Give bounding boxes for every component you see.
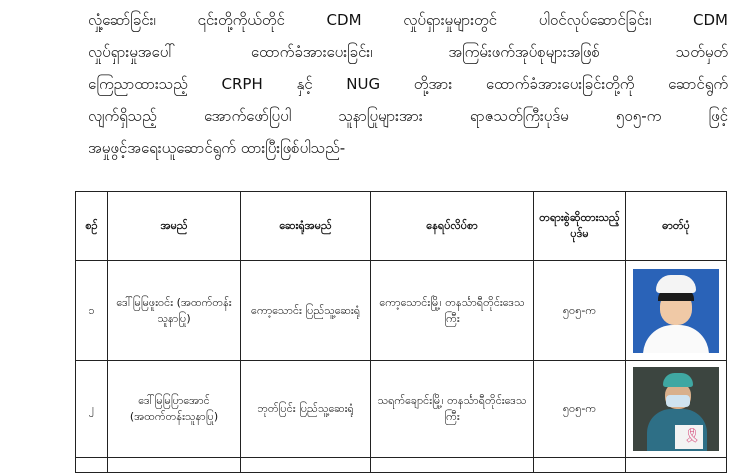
cell-section: ၅၀၅-က xyxy=(534,261,626,361)
cell-hospital: ကော့သောင်း ပြည်သူ့ဆေးရုံ xyxy=(241,261,371,361)
header-hospital: ဆေးရုံအမည် xyxy=(241,192,371,261)
paragraph-line: လှုံ့ဆော်ခြင်း၊ ၎င်းတို့ကိုယ်တိုင် CDM လှုပ်ရှားမှုများတွင် ပါဝင်လုပ်ဆောင်ခြင်း၊ CDM xyxy=(88,11,728,29)
header-photo: ဓာတ်ပုံ xyxy=(626,192,727,261)
paragraph-line: ကြေညာထားသည့် CRPH နှင့် NUG တို့အား ထောက်ခံအားပေးခြင်းတို့ကို ဆောင်ရွက် xyxy=(88,75,728,93)
body-paragraph xyxy=(88,4,728,164)
nurses-table xyxy=(75,191,727,473)
cell-address: သရက်ချောင်းမြို့၊ တနင်္သာရီတိုင်းဒေသကြီး xyxy=(371,361,534,458)
cell-no: ၂ xyxy=(76,361,108,458)
cell-section: ၅၀၅-က xyxy=(534,361,626,458)
table-row xyxy=(76,361,727,458)
header-address: နေရပ်လိပ်စာ xyxy=(371,192,534,261)
cell-hospital: ဘုတ်ပြင်း ပြည်သူ့ဆေးရုံ xyxy=(241,361,371,458)
nurse-portrait-photo xyxy=(633,269,719,353)
pink-ribbon-icon: 🎗 xyxy=(683,428,701,444)
header-name: အမည် xyxy=(108,192,241,261)
paragraph-line: လှုပ်ရှားမှုအပေါ် ထောက်ခံအားပေးခြင်း၊ အကြမ်းဖက်အုပ်စုများအဖြစ် သတ်မှတ် xyxy=(88,43,728,61)
nurse-pink-ribbon-photo xyxy=(633,367,719,451)
table-header-row xyxy=(76,192,727,261)
header-no: စဉ် xyxy=(76,192,108,261)
table-row xyxy=(76,261,727,361)
cell-photo xyxy=(626,261,727,361)
header-section: တရားစွဲဆိုထားသည့်ပုဒ်မ xyxy=(534,192,626,261)
cell-photo xyxy=(626,361,727,458)
cell-name: ဒေါ်မြမြပြာအောင် (အထက်တန်းသူနာပြု) xyxy=(108,361,241,458)
paragraph-line: လျက်ရှိသည့် အောက်ဖော်ပြပါ သူနာပြုများအား ရာဇသတ်ကြီးပုဒ်မ ၅၀၅-က ဖြင့် xyxy=(88,107,728,125)
cell-name: ဒေါ်မြမြဖူးဝင်း (အထက်တန်းသူနာပြု) xyxy=(108,261,241,361)
paragraph-line: အမှုဖွင့်အရေးယူဆောင်ရွက် ထားပြီးဖြစ်ပါသည်- xyxy=(88,139,346,157)
cell-no: ၁ xyxy=(76,261,108,361)
cell-address: ကော့သောင်းမြို့၊ တနင်္သာရီတိုင်းဒေသကြီး xyxy=(371,261,534,361)
